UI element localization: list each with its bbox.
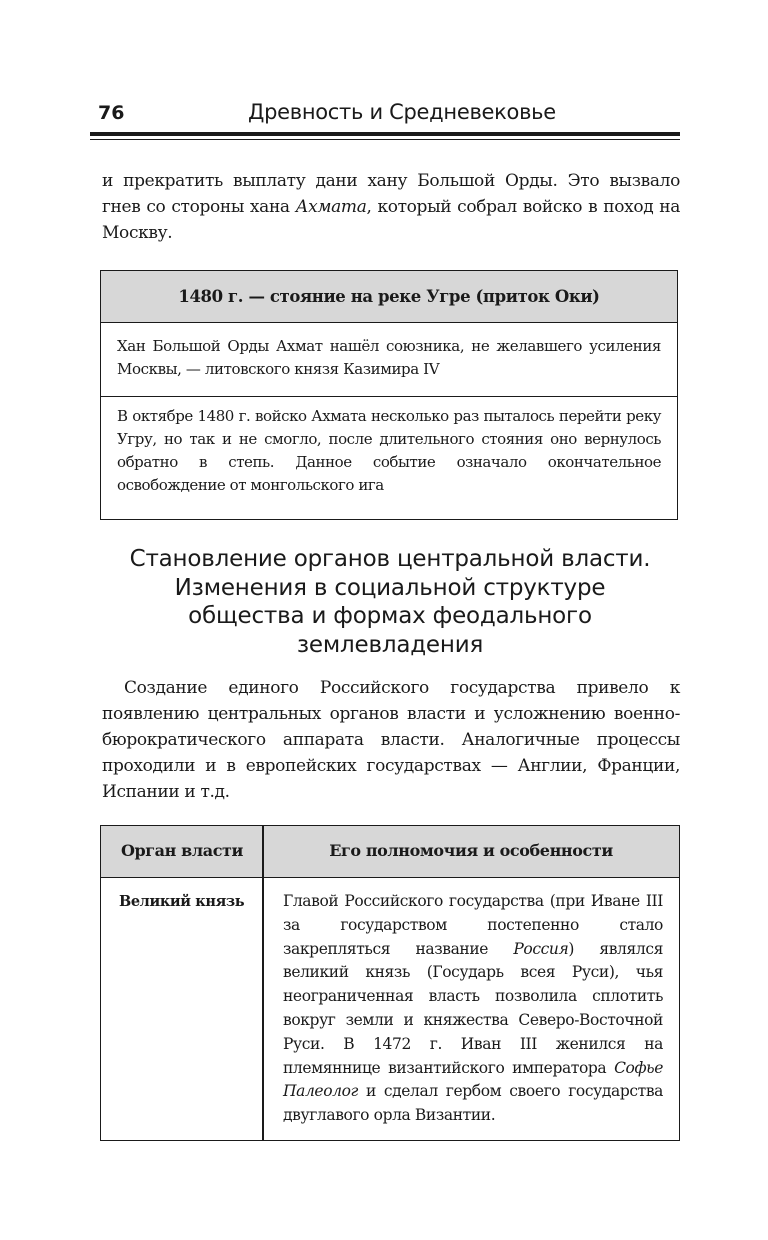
intro-emphasis: Ахмата xyxy=(295,197,367,217)
column-header-organ: Орган власти xyxy=(120,841,244,860)
authority-table-header xyxy=(101,826,679,878)
intro-text-part2: , который собрал войско в поход на Москву. xyxy=(102,197,681,243)
section-title-line: Изменения в социальной структуре xyxy=(174,574,606,601)
section-title-line: Становление органов центральной власти. xyxy=(129,546,651,572)
header-rule-thick xyxy=(90,132,680,136)
powers-emphasis-sophia: Софье Палеолог xyxy=(283,1058,663,1101)
powers-text-part2: ) являлся великий князь (Государь всея Руси), чья неограниченная власть позволила сплотить вокруг земли и княжества Северо-Восточной Руси. В 1472 г. Иван III женился на племяннице византийского императора xyxy=(283,939,663,1077)
intro-paragraph xyxy=(102,168,680,246)
table-cell-organ: Великий князь xyxy=(119,893,245,910)
event-box xyxy=(100,270,678,520)
event-box-title: 1480 г. — стояние на реке Угре (приток Оки) xyxy=(101,271,677,323)
header-rule-thin xyxy=(90,139,680,140)
intro-text-part1: и прекратить выплату дани хану Большой Орды. Это вызвало гнев со стороны хана xyxy=(102,171,680,217)
event-box-row-ally: Хан Большой Орды Ахмат нашёл союзника, не желавшего усиления Москвы, — литовского князя Казимира IV xyxy=(101,323,677,397)
column-header-powers: Его полномочия и особенности xyxy=(329,841,613,860)
page-number: 76 xyxy=(98,102,125,124)
section-paragraph: Создание единого Российского государства привело к появлению центральных органов власти и усложнению военно-бюрократического аппарата власти. Аналогичные процессы проходили и в европейских государствах — Англии, Франции, Испании и т.д. xyxy=(102,678,680,802)
table-cell-powers xyxy=(283,890,663,1128)
authority-table xyxy=(100,825,680,1141)
section-title-line: землевладения xyxy=(296,631,484,658)
section-title-line: общества и формах феодального xyxy=(188,603,592,629)
page-header xyxy=(90,96,678,136)
event-box-row-outcome: В октябре 1480 г. войско Ахмата несколько раз пыталось перейти реку Угру, но так и не смогло, после длительного стояния оно вернулось обратно в степь. Данное событие означало окончательное освобождение от монгольского ига xyxy=(117,407,661,494)
powers-emphasis-russia: Россия xyxy=(513,939,569,958)
column-divider xyxy=(262,826,264,1140)
powers-text-part1: Главой Российского государства (при Иване III за государством постепенно стало закрепляться название xyxy=(283,892,663,958)
running-title: Древность и Средневековье xyxy=(248,100,556,124)
powers-text-part3: и сделал гербом своего государства двуглавого орла Византии. xyxy=(283,1082,663,1125)
section-title xyxy=(90,545,690,659)
